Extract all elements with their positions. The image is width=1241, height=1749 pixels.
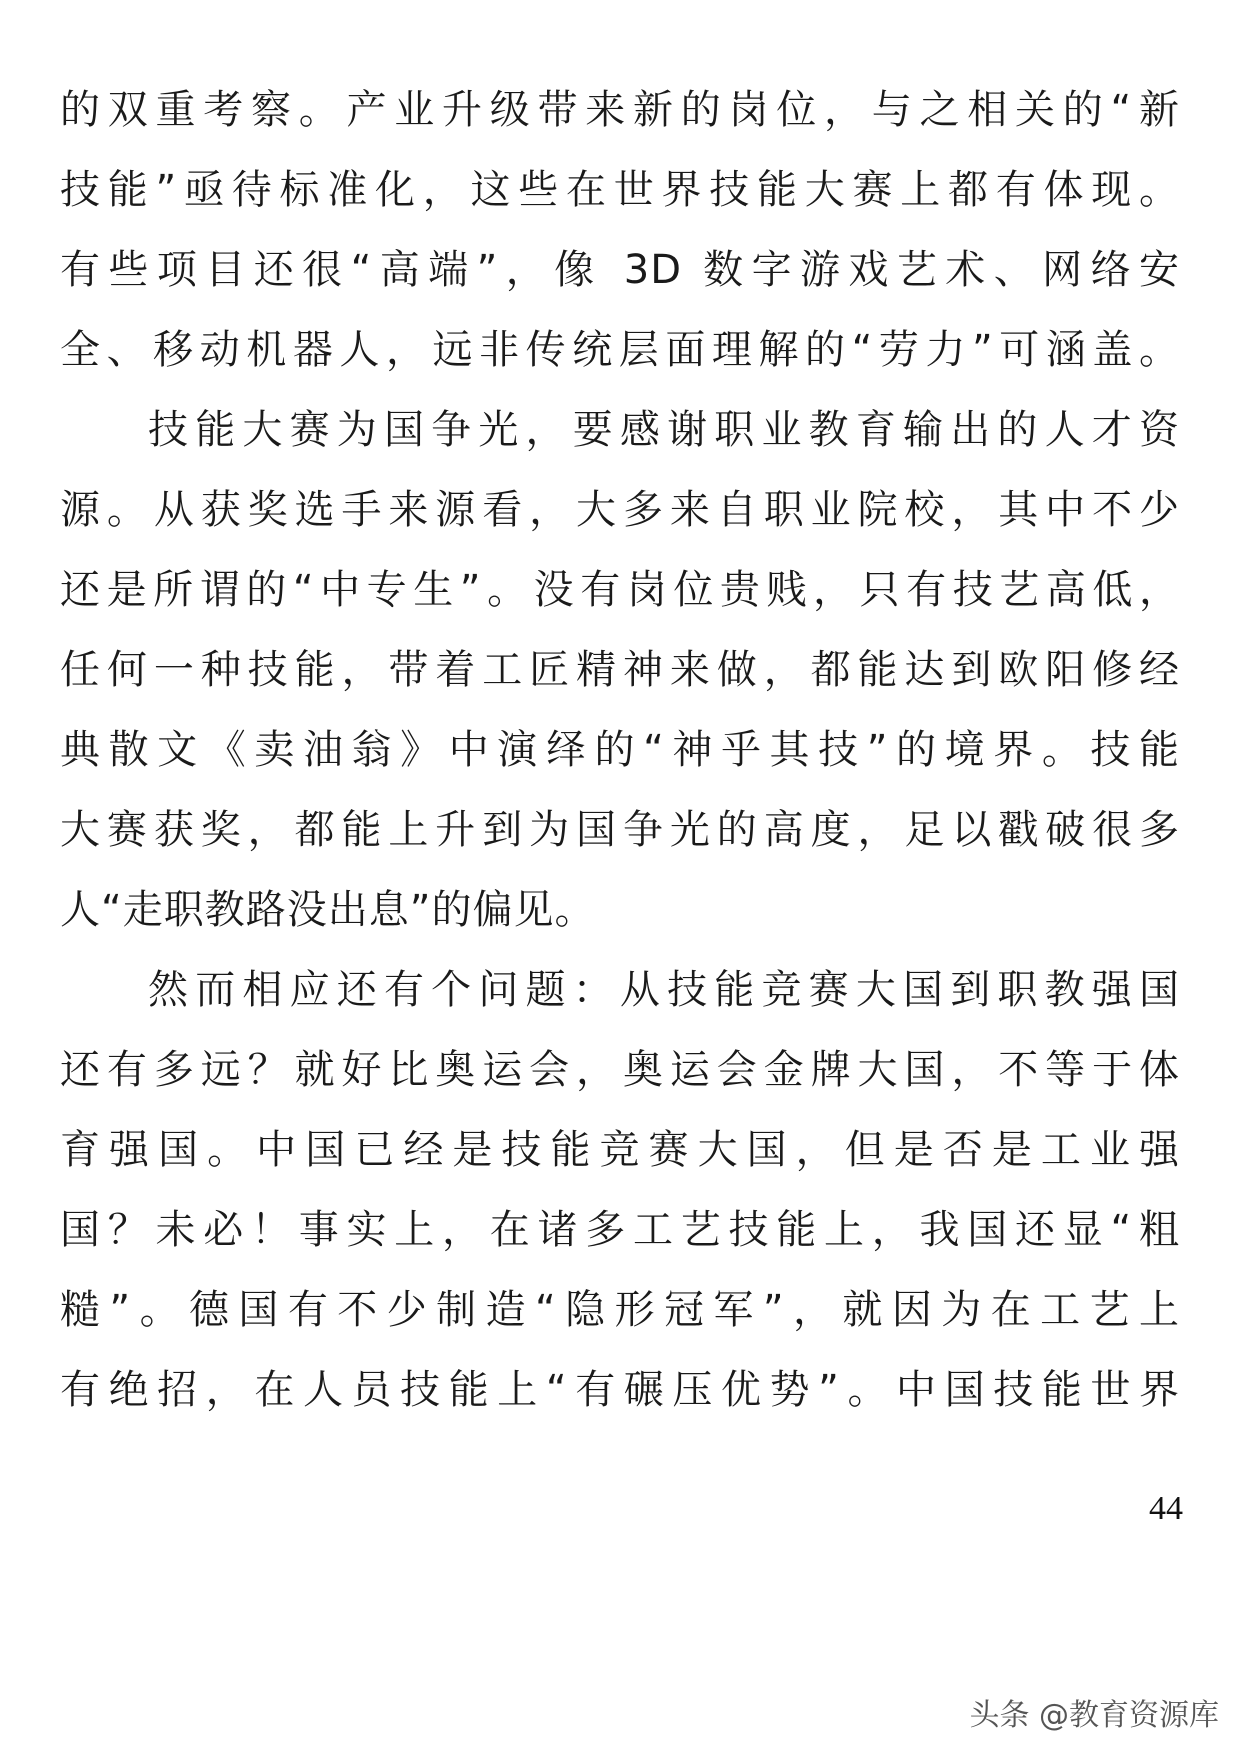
text-line: 大赛获奖，都能上升到为国争光的高度，足以戳破很多 (60, 807, 1180, 853)
text-line: 还是所谓的“中专生”。没有岗位贵贱，只有技艺高低， (60, 567, 1180, 613)
text-line: 源。从获奖选手来源看，大多来自职业院校，其中不少 (60, 487, 1180, 533)
text-line: 全、移动机器人，远非传统层面理解的“劳力”可涵盖。 (60, 327, 1180, 373)
document-body (60, 70, 1180, 1430)
text-line: 技能大赛为国争光，要感谢职业教育输出的人才资 (148, 407, 1180, 453)
text-line: 国？未必！事实上，在诸多工艺技能上，我国还显“粗 (60, 1207, 1180, 1253)
text-line: 有些项目还很“高端”，像 3D 数字游戏艺术、网络安 (60, 247, 1180, 293)
text-line: 育强国。中国已经是技能竞赛大国，但是否是工业强 (60, 1127, 1180, 1173)
text-line: 糙”。德国有不少制造“隐形冠军”，就因为在工艺上 (60, 1287, 1180, 1333)
text-line: 任何一种技能，带着工匠精神来做，都能达到欧阳修经 (60, 647, 1180, 693)
text-line: 典散文《卖油翁》中演绎的“神乎其技”的境界。技能 (60, 727, 1180, 773)
paragraph-1 (60, 70, 1180, 390)
paragraph-3 (60, 950, 1180, 1430)
page-number: 44 (1149, 1490, 1183, 1527)
text-line: 技能”亟待标准化，这些在世界技能大赛上都有体现。 (60, 167, 1180, 213)
paragraph-2 (60, 390, 1180, 950)
text-line: 还有多远？就好比奥运会，奥运会金牌大国，不等于体 (60, 1047, 1180, 1093)
text-line: 有绝招，在人员技能上“有碾压优势”。中国技能世界 (60, 1367, 1180, 1413)
watermark: 头条 @教育资源库 (969, 1698, 1219, 1733)
text-line: 人“走职教路没出息”的偏见。 (60, 887, 596, 933)
text-line: 的双重考察。产业升级带来新的岗位，与之相关的“新 (60, 87, 1180, 133)
text-line: 然而相应还有个问题：从技能竞赛大国到职教强国 (148, 967, 1180, 1013)
